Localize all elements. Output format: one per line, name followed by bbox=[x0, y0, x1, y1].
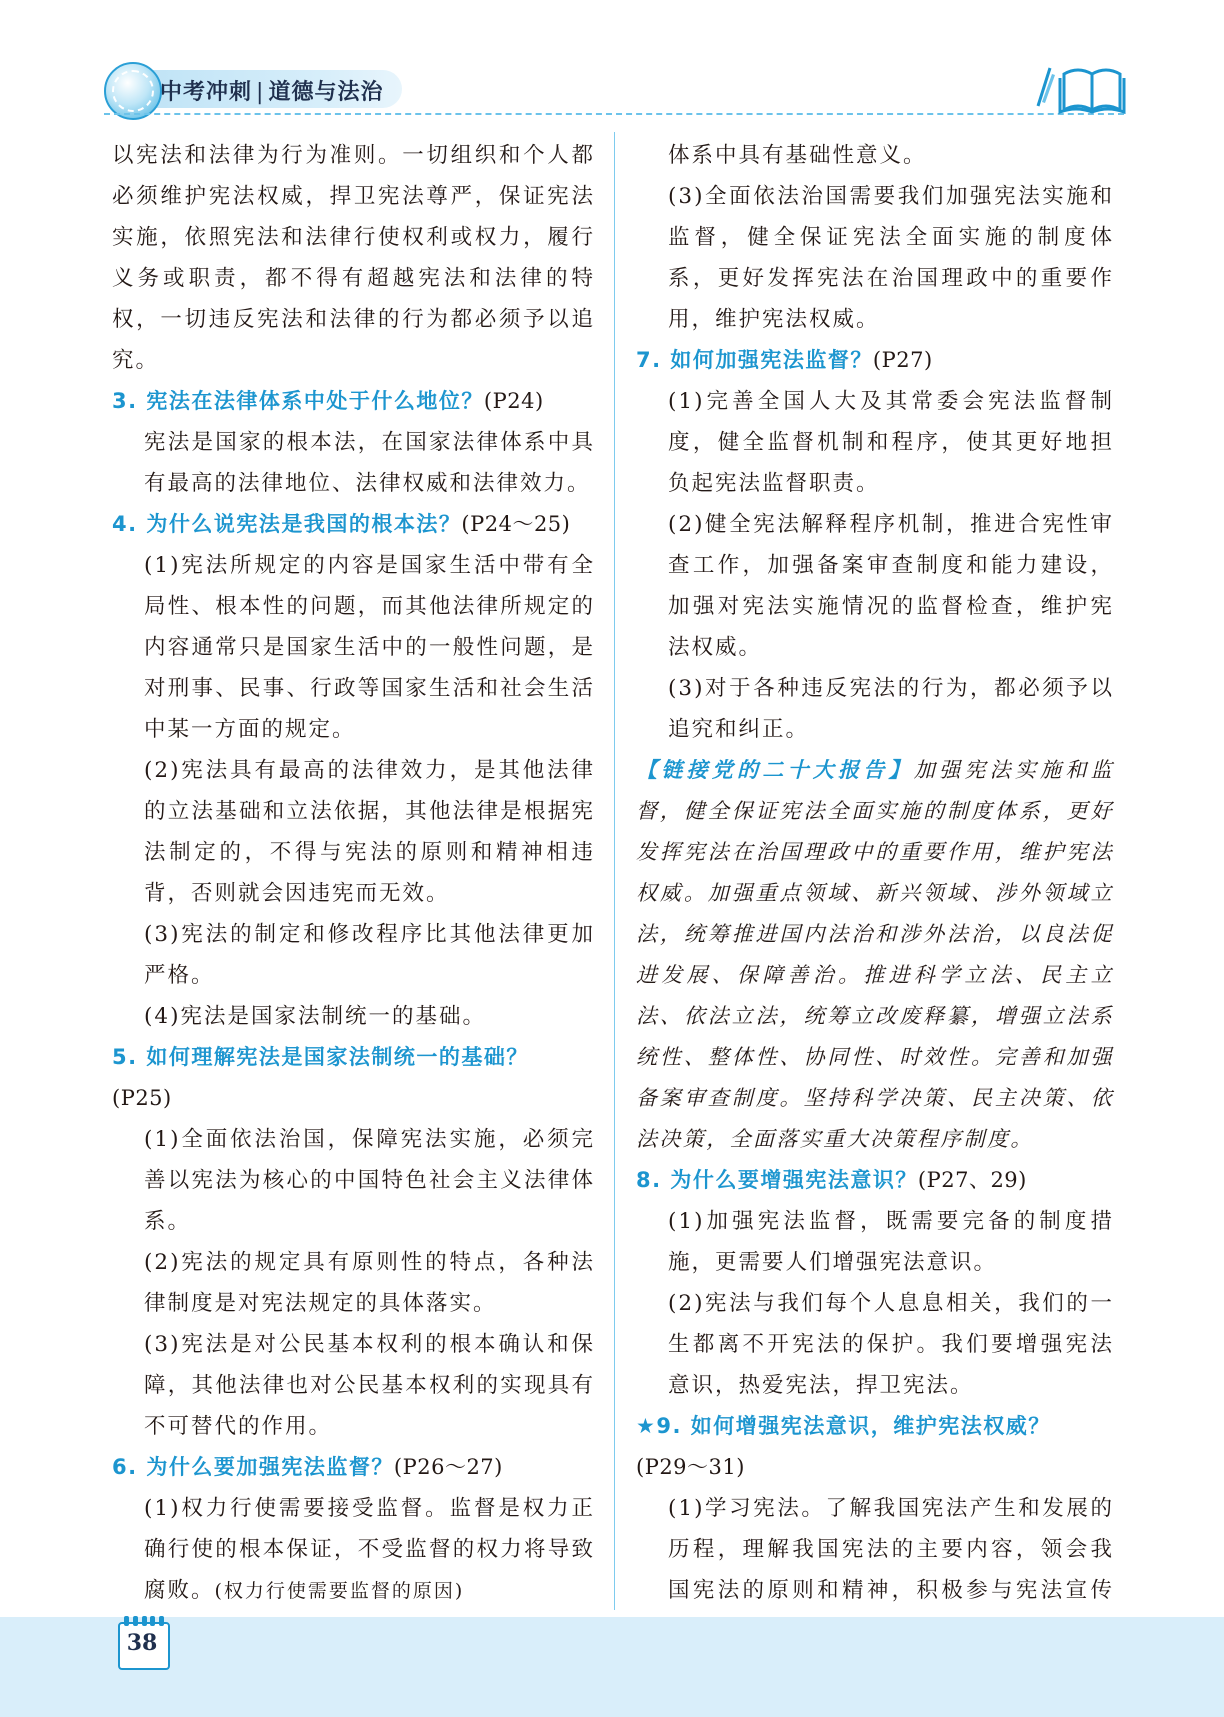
answer-note: (权力行使需要监督的原因) bbox=[214, 1580, 465, 1602]
right-column bbox=[636, 135, 1114, 1652]
page-reference: (P26～27) bbox=[393, 1455, 503, 1479]
question-text: 如何加强宪法监督？ bbox=[670, 348, 873, 372]
question-heading bbox=[112, 1037, 595, 1119]
page-reference: (P24～25) bbox=[461, 512, 571, 536]
question-text: 为什么要增强宪法意识？ bbox=[670, 1168, 918, 1192]
question-number: 5. bbox=[112, 1045, 138, 1069]
answer-paragraph bbox=[112, 1488, 595, 1612]
answer-paragraph: (3)宪法是对公民基本权利的根本确认和保障，其他法律也对公民基本权利的实现具有不可替代的作用。 bbox=[144, 1332, 595, 1439]
question-number: 8. bbox=[636, 1168, 662, 1192]
header-divider bbox=[104, 113, 1124, 115]
answer-paragraph: (1)加强宪法监督，既需要完备的制度措施，更需要人们增强宪法意识。 bbox=[668, 1209, 1114, 1275]
question-heading bbox=[636, 1160, 1114, 1201]
header-title bbox=[160, 75, 383, 106]
report-link-heading: 【链接党的二十大报告】 bbox=[636, 758, 914, 782]
left-column bbox=[112, 135, 595, 1653]
answer-paragraph: (2)宪法与我们每个人息息相关，我们的一生都离不开宪法的保护。我们要增强宪法意识，热爱宪法，捍卫宪法。 bbox=[668, 1291, 1114, 1398]
page-reference: (P29～31) bbox=[636, 1455, 745, 1479]
page-reference: (P27、29) bbox=[917, 1168, 1027, 1192]
question-number: 6. bbox=[112, 1455, 138, 1479]
column-divider bbox=[614, 132, 615, 1610]
page-reference: (P25) bbox=[112, 1086, 172, 1110]
answer-paragraph: (2)宪法的规定具有原则性的特点，各种法律制度是对宪法规定的具体落实。 bbox=[144, 1250, 595, 1316]
page-footer bbox=[0, 1617, 1224, 1717]
page-number: 38 bbox=[126, 1630, 158, 1656]
publisher-logo-icon bbox=[104, 62, 162, 120]
page-header bbox=[0, 0, 1224, 125]
subject-title: 道德与法治 bbox=[268, 80, 384, 105]
answer-paragraph: (1)学习宪法。了解我国宪法产生和发展的历程，理解我国宪法的主要内容，领会我国宪法的原则和精神，积极参与宪法宣传 bbox=[668, 1496, 1114, 1603]
answer-paragraph: (3)对于各种违反宪法的行为，都必须予以追究和纠正。 bbox=[668, 676, 1114, 742]
answer-paragraph: (3)全面依法治国需要我们加强宪法实施和监督，健全保证宪法全面实施的制度体系，更好发挥宪法在治国理政中的重要作用，维护宪法权威。 bbox=[668, 184, 1114, 332]
answer-paragraph: (3)宪法的制定和修改程序比其他法律更加严格。 bbox=[144, 922, 595, 988]
answer-text: (1)权力行使需要接受监督。监督是权力正确行使的根本保证，不受监督的权力将导致腐败。 bbox=[144, 1496, 595, 1603]
question-text: 宪法在法律体系中处于什么地位？ bbox=[146, 389, 484, 413]
answer-paragraph: (2)宪法具有最高的法律效力，是其他法律的立法基础和立法依据，其他法律是根据宪法制定的，不得与宪法的原则和精神相违背，否则就会因违宪而无效。 bbox=[144, 758, 595, 906]
report-link-text: 加强宪法实施和监督，健全保证宪法全面实施的制度体系，更好发挥宪法在治国理政中的重要作用，维护宪法权威。加强重点领域、新兴领域、涉外领域立法，统筹推进国内法治和涉外法治，以良法促进发展、保障善治。推进科学立法、民主立法、依法立法，统筹立改废释纂，增强立法系统性、整体性、协同性、时效性。完善和加强备案审查制度。坚持科学决策、民主决策、依法决策，全面落实重大决策程序制度。 bbox=[636, 758, 1114, 1151]
report-link-box bbox=[636, 750, 1114, 1160]
answer-paragraph: (2)健全宪法解释程序机制，推进合宪性审查工作，加强备案审查制度和能力建设，加强对宪法实施情况的监督检查，维护宪法权威。 bbox=[668, 512, 1114, 660]
answer-paragraph: (1)全面依法治国，保障宪法实施，必须完善以宪法为核心的中国特色社会主义法律体系。 bbox=[144, 1127, 595, 1234]
question-heading bbox=[112, 381, 595, 422]
answer-paragraph: 体系中具有基础性意义。 bbox=[668, 143, 927, 168]
answer-paragraph: (1)宪法所规定的内容是国家生活中带有全局性、根本性的问题，而其他法律所规定的内容通常只是国家生活中的一般性问题，是对刑事、民事、行政等国家生活和社会生活中某一方面的规定。 bbox=[144, 553, 595, 742]
book-title: 中考冲刺 bbox=[160, 80, 253, 105]
page-reference: (P24) bbox=[483, 389, 544, 413]
answer-paragraph: (1)完善全国人大及其常委会宪法监督制度，健全监督机制和程序，使其更好地担负起宪法监督职责。 bbox=[668, 389, 1114, 496]
title-separator: | bbox=[256, 80, 265, 105]
page-reference: (P27) bbox=[872, 348, 933, 372]
question-heading bbox=[636, 1406, 1114, 1488]
question-text: 为什么要加强宪法监督？ bbox=[146, 1455, 394, 1479]
answer-paragraph: (4)宪法是国家法制统一的基础。 bbox=[144, 1004, 486, 1029]
answer-paragraph: 宪法是国家的根本法，在国家法律体系中具有最高的法律地位、法律权威和法律效力。 bbox=[144, 430, 595, 496]
open-book-icon bbox=[1036, 62, 1128, 114]
paragraph: 以宪法和法律为行为准则。一切组织和个人都必须维护宪法权威，捍卫宪法尊严，保证宪法实施，依照宪法和法律行使权利或权力，履行义务或职责，都不得有超越宪法和法律的特权，一切违反宪法和法律的行为都必须予以追究。 bbox=[112, 143, 595, 373]
question-text: 为什么说宪法是我国的根本法？ bbox=[146, 512, 462, 536]
question-number: ★9. bbox=[636, 1414, 682, 1438]
question-heading bbox=[112, 504, 595, 545]
question-heading bbox=[112, 1447, 595, 1488]
question-number: 4. bbox=[112, 512, 138, 536]
question-heading bbox=[636, 340, 1114, 381]
question-number: 7. bbox=[636, 348, 662, 372]
question-text: 如何增强宪法意识，维护宪法权威？ bbox=[690, 1414, 1051, 1438]
question-text: 如何理解宪法是国家法制统一的基础？ bbox=[146, 1045, 529, 1069]
question-number: 3. bbox=[112, 389, 138, 413]
